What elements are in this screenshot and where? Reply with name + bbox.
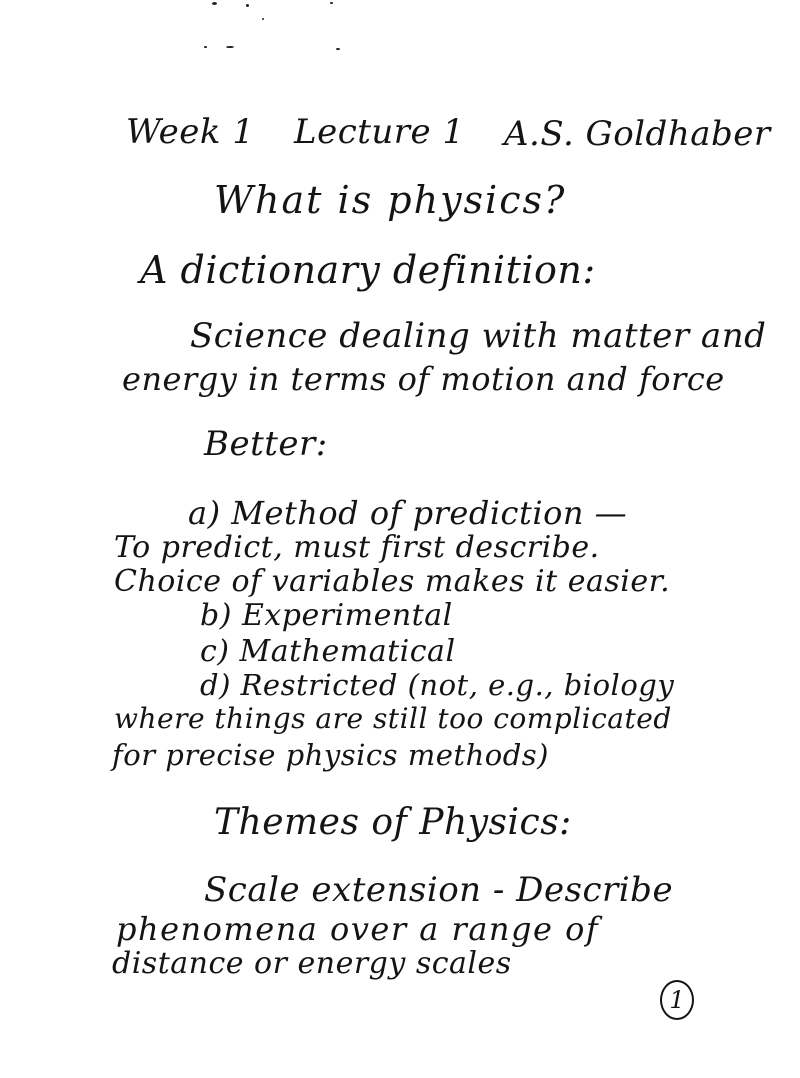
themes-heading: Themes of Physics: [214,802,572,843]
better-item-a: a) Method of prediction — [188,494,628,532]
better-item-d-line-2: where things are still too complicated [114,702,672,735]
themes-line-1: Scale extension - Describe [204,870,674,910]
better-item-a-line-2: To predict, must first describe. [114,530,600,565]
definition-line-2: energy in terms of motion and force [122,360,725,398]
scan-speck [204,46,207,48]
themes-line-2: phenomena over a range of [116,910,600,948]
better-heading: Better: [204,424,328,464]
header-lecture: Lecture 1 [294,112,465,152]
scan-speck [212,2,217,5]
themes-line-3: distance or energy scales [112,946,512,981]
scan-speck [336,48,340,50]
definition-line-1: Science dealing with matter and [190,316,767,356]
better-item-d: d) Restricted (not, e.g., biology [200,668,675,702]
page-number-badge: 1 [660,980,694,1020]
header-week: Week 1 [126,112,255,152]
scan-speck [246,4,249,7]
better-item-c: c) Mathematical [200,634,456,669]
better-item-d-line-3: for precise physics methods) [112,738,549,772]
better-item-b: b) Experimental [200,598,453,633]
scan-speck [330,2,333,4]
header-author: A.S. Goldhaber [504,114,771,154]
scan-speck [262,18,264,20]
dictionary-heading: A dictionary definition: [140,248,596,292]
scan-speck [226,46,234,48]
better-item-a-line-3: Choice of variables makes it easier. [114,564,671,599]
page-title: What is physics? [214,178,567,222]
